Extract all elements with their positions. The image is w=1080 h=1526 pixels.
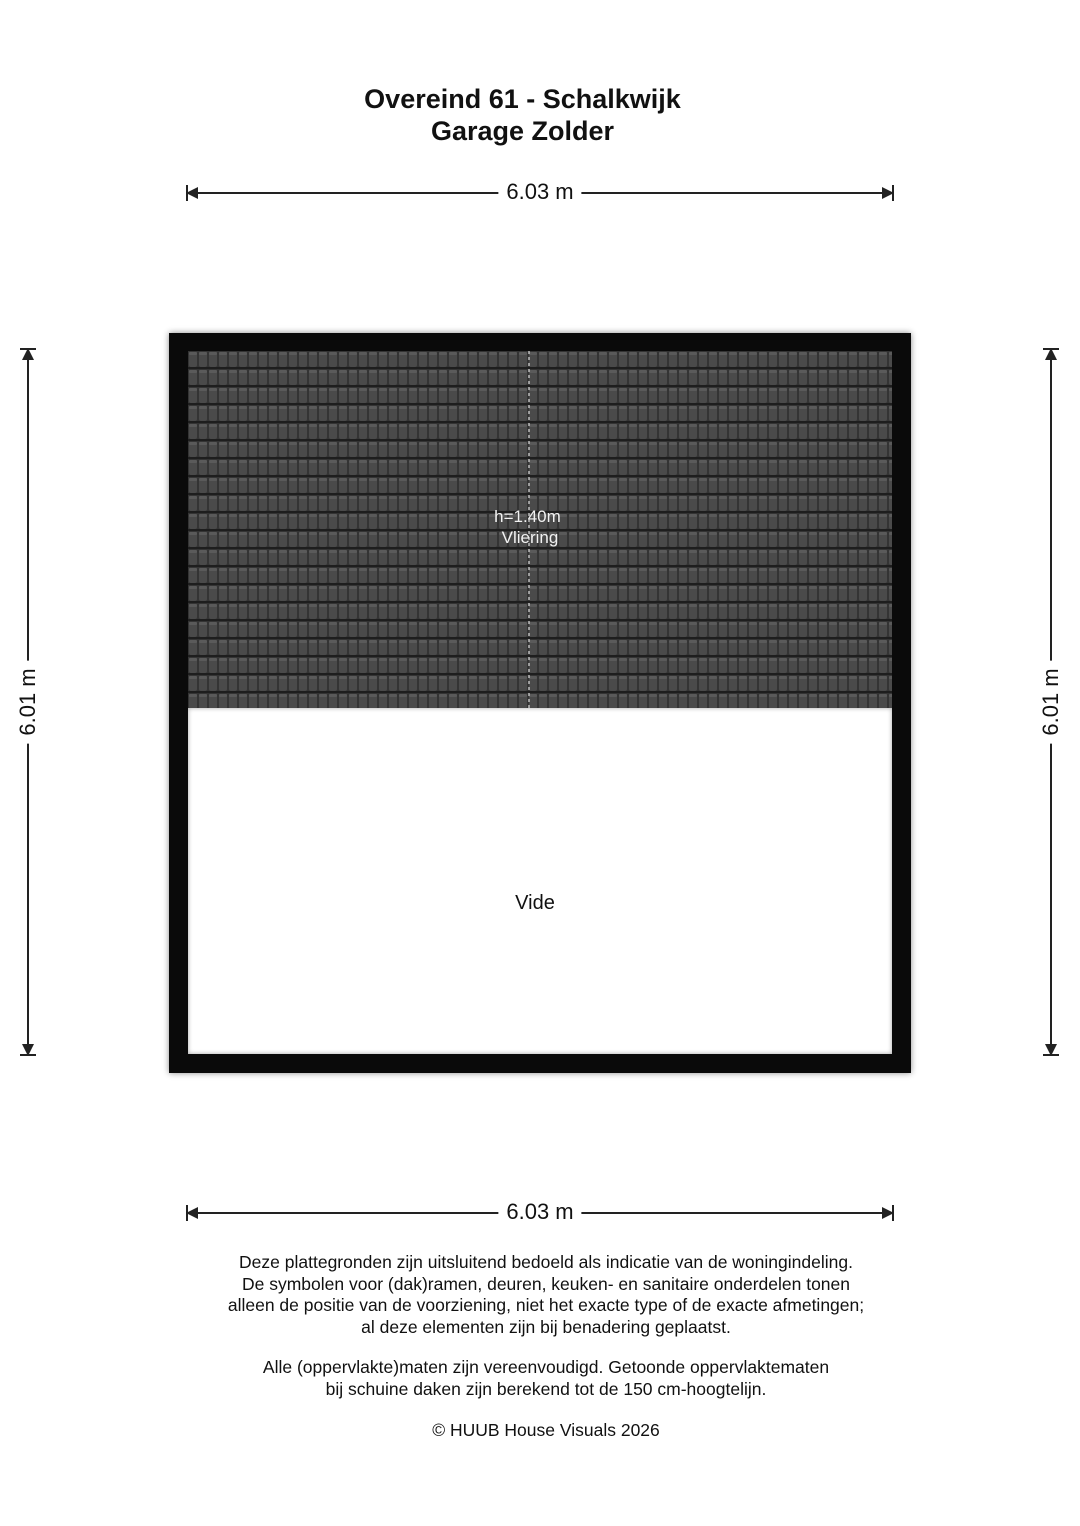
left-height-dimension [16, 348, 40, 1056]
disclaimer-text [140, 1252, 952, 1338]
bottom-width-label: 6.03 m [498, 1199, 581, 1225]
disclaimer-line: Deze plattegronden zijn uitsluitend bedoeld als indicatie van de woningindeling. [239, 1252, 853, 1272]
arrow-left-icon [186, 1207, 198, 1219]
top-width-label: 6.03 m [498, 179, 581, 205]
attic-room-label: Vliering [501, 528, 559, 547]
arrow-right-icon [882, 1207, 894, 1219]
left-height-label: 6.01 m [15, 660, 41, 743]
right-height-label: 6.01 m [1038, 660, 1064, 743]
area-note [140, 1357, 952, 1400]
top-width-dimension [186, 181, 894, 205]
arrow-up-icon [1045, 348, 1057, 360]
disclaimer-line: alleen de positie van de voorziening, niet het exacte type of de exacte afmetingen; [227, 1295, 865, 1315]
plan-title: Overeind 61 - Schalkwijk [364, 84, 681, 114]
copyright-text: © HUUB House Visuals 2026 [432, 1420, 660, 1440]
vide-room-label: Vide [515, 892, 555, 914]
vide-area [188, 708, 892, 1054]
arrow-up-icon [22, 348, 34, 360]
right-height-dimension [1039, 348, 1063, 1056]
arrow-left-icon [186, 187, 198, 199]
disclaimer-line: al deze elementen zijn bij benadering geplaatst. [361, 1316, 731, 1337]
plan-subtitle: Garage Zolder [430, 116, 615, 146]
bottom-width-dimension [186, 1201, 894, 1225]
arrow-down-icon [1045, 1044, 1057, 1056]
area-note-line: Alle (oppervlakte)maten zijn vereenvoudigd. Getoonde oppervlaktematen [262, 1357, 830, 1377]
area-note-line: bij schuine daken zijn berekend tot de 150 cm-hoogtelijn. [325, 1378, 767, 1399]
arrow-right-icon [882, 187, 894, 199]
arrow-down-icon [22, 1044, 34, 1056]
disclaimer-line: De symbolen voor (dak)ramen, deuren, keuken- en sanitaire onderdelen tonen [242, 1273, 850, 1294]
attic-height-label: h=1.40m [494, 507, 561, 526]
